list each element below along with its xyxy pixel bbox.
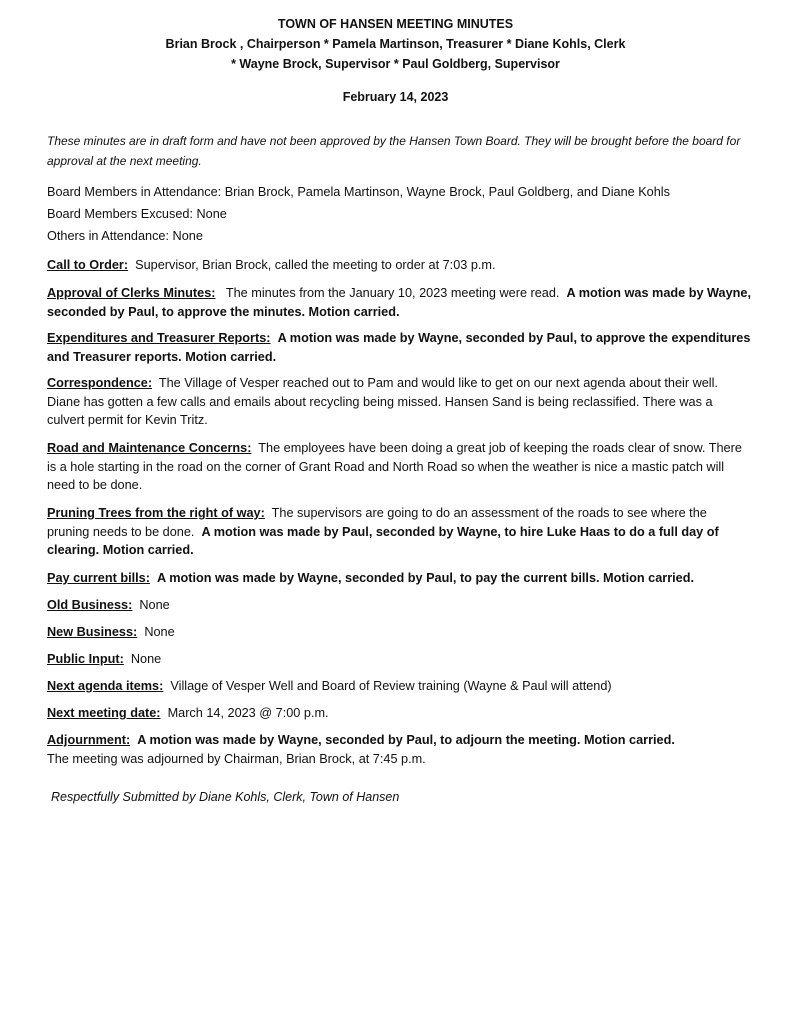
document-header bbox=[0, 14, 791, 107]
others-in-attendance: Others in Attendance: None bbox=[47, 229, 203, 243]
draft-disclaimer: These minutes are in draft form and have not been approved by the Hansen Town Board. They will be brought before the board for approval at the next meeting. bbox=[47, 134, 741, 168]
section-motion: A motion was made by Wayne, seconded by Paul, to approve the minutes. Motion carried. bbox=[47, 286, 751, 319]
section-label: Pay current bills: bbox=[47, 571, 150, 585]
officers-line-2: * Wayne Brock, Supervisor * Paul Goldberg, Supervisor bbox=[231, 57, 560, 71]
section-road-maintenance bbox=[47, 439, 752, 495]
meeting-date: February 14, 2023 bbox=[342, 90, 449, 104]
members-in-attendance: Board Members in Attendance: Brian Brock, Pamela Martinson, Wayne Brock, Paul Goldberg, and Diane Kohls bbox=[47, 185, 670, 199]
section-text: None bbox=[144, 625, 175, 639]
section-call-to-order bbox=[47, 256, 752, 275]
section-next-meeting bbox=[47, 704, 752, 723]
section-label: New Business: bbox=[47, 625, 138, 639]
section-old-business bbox=[47, 596, 752, 615]
section-text: None bbox=[139, 598, 170, 612]
section-pruning-trees bbox=[47, 504, 752, 560]
document-title: TOWN OF HANSEN MEETING MINUTES bbox=[277, 17, 514, 31]
section-motion: A motion was made by Wayne, seconded by Paul, to pay the current bills. Motion carried. bbox=[157, 571, 694, 585]
section-label: Expenditures and Treasurer Reports: bbox=[47, 331, 271, 345]
section-next-agenda bbox=[47, 677, 752, 696]
section-text: Supervisor, Brian Brock, called the meeting to order at 7:03 p.m. bbox=[135, 258, 496, 272]
officers-line-1: Brian Brock , Chairperson * Pamela Martinson, Treasurer * Diane Kohls, Clerk bbox=[165, 37, 626, 51]
section-label: Next meeting date: bbox=[47, 706, 161, 720]
section-motion: A motion was made by Wayne, seconded by Paul, to approve the expenditures and Treasurer reports. Motion carried. bbox=[47, 331, 751, 364]
section-label: Adjournment: bbox=[47, 733, 131, 747]
section-text: None bbox=[130, 652, 162, 666]
section-label: Public Input: bbox=[47, 652, 124, 666]
section-approval-minutes bbox=[47, 284, 752, 321]
section-public-input bbox=[47, 650, 752, 669]
section-text: The minutes from the January 10, 2023 meeting were read. bbox=[225, 286, 560, 300]
section-text: The meeting was adjourned by Chairman, Brian Brock, at 7:45 p.m. bbox=[47, 751, 426, 766]
section-text: The supervisors are going to do an assessment of the roads to see where the pruning needs to be done. bbox=[47, 506, 707, 539]
attendance-block bbox=[47, 181, 752, 247]
section-text: The Village of Vesper reached out to Pam and would like to get on our next agenda about their well. Diane has gotten a few calls and emails about recycling being missed. Hansen Sand is being reclassified. There was a culvert permit for Kevin Tritz. bbox=[47, 376, 718, 427]
section-label: Correspondence: bbox=[47, 376, 153, 390]
section-label: Road and Maintenance Concerns: bbox=[47, 441, 252, 455]
section-label: Approval of Clerks Minutes: bbox=[47, 286, 216, 300]
section-text: The employees have been doing a great job of keeping the roads clear of snow. There is a hole starting in the road on the corner of Grant Road and North Road so when the weather is nice a mastic patch will need to be done. bbox=[47, 441, 742, 492]
section-label: Pruning Trees from the right of way: bbox=[47, 506, 265, 520]
members-excused: Board Members Excused: None bbox=[47, 207, 227, 221]
section-motion: A motion was made by Paul, seconded by Wayne, to hire Luke Haas to do a full day of clearing. Motion carried. bbox=[47, 524, 719, 557]
section-text: March 14, 2023 @ 7:00 p.m. bbox=[167, 706, 329, 720]
section-correspondence bbox=[47, 374, 752, 430]
section-pay-bills bbox=[47, 569, 752, 588]
submitted-by: Respectfully Submitted by Diane Kohls, Clerk, Town of Hansen bbox=[51, 790, 400, 804]
section-motion: A motion was made by Wayne, seconded by Paul, to adjourn the meeting. Motion carried. bbox=[137, 733, 675, 747]
section-new-business bbox=[47, 623, 752, 642]
section-label: Next agenda items: bbox=[47, 679, 164, 693]
section-expenditures bbox=[47, 329, 752, 366]
section-label: Call to Order: bbox=[47, 258, 129, 272]
section-label: Old Business: bbox=[47, 598, 133, 612]
section-adjournment bbox=[47, 731, 752, 768]
section-text: Village of Vesper Well and Board of Review training (Wayne & Paul will attend) bbox=[170, 679, 612, 693]
